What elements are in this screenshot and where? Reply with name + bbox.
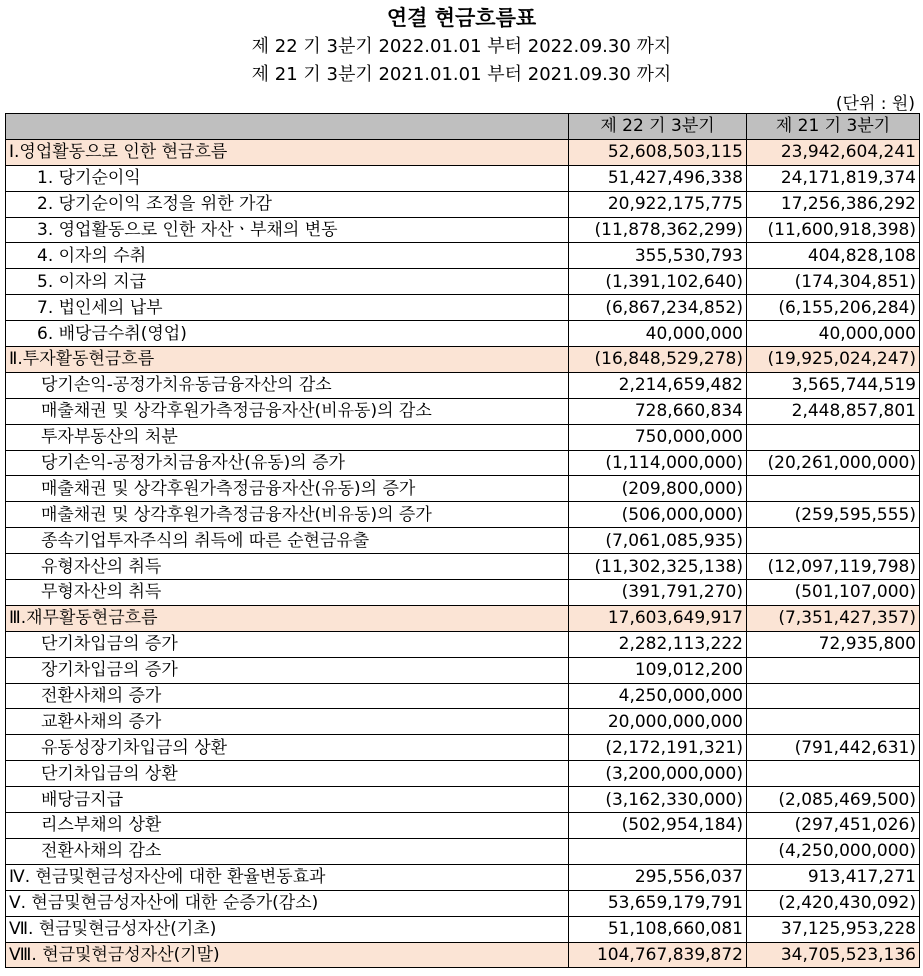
page-title: 연결 현금흐름표 (386, 6, 537, 30)
table-row (6, 580, 920, 606)
current-period-value: (11,302,325,138) (569, 554, 747, 580)
row-label: 장기차입금의 증가 (6, 657, 569, 683)
prior-period-value: (4,250,000,000) (747, 838, 920, 864)
table-row (6, 761, 920, 787)
current-period-value: 295,556,037 (569, 864, 747, 890)
table-row (6, 269, 920, 295)
row-label: Ⅶ. 현금및현금성자산(기초) (6, 916, 569, 942)
row-label: 투자부동산의 처분 (6, 424, 569, 450)
table-row (6, 424, 920, 450)
current-period-value: 53,659,179,791 (569, 890, 747, 916)
current-period-value: (506,000,000) (569, 502, 747, 528)
prior-period-value (747, 657, 920, 683)
table-row (6, 139, 920, 165)
unit-label: (단위 : 원) (835, 94, 915, 114)
current-period-value: (6,867,234,852) (569, 295, 747, 321)
current-period-value (569, 838, 747, 864)
table-row (6, 398, 920, 424)
current-period-value: 2,282,113,222 (569, 631, 747, 657)
prior-period-value: 23,942,604,241 (747, 139, 920, 165)
row-label: 리스부채의 상환 (6, 813, 569, 839)
prior-period-value: (7,351,427,357) (747, 605, 920, 631)
row-label: 6. 배당금수취(영업) (6, 321, 569, 347)
table-row (6, 890, 920, 916)
prior-period: 제 21 기 3분기 2021.01.01 부터 2021.09.30 까지 (251, 64, 672, 85)
row-label: 5. 이자의 지급 (6, 269, 569, 295)
row-label: 전환사채의 감소 (6, 838, 569, 864)
current-period-value: (502,954,184) (569, 813, 747, 839)
current-period-value: 51,108,660,081 (569, 916, 747, 942)
row-label: 종속기업투자주식의 취득에 따른 순현금유출 (6, 528, 569, 554)
row-label: 매출채권 및 상각후원가측정금융자산(비유동)의 증가 (6, 502, 569, 528)
current-period-value: 355,530,793 (569, 243, 747, 269)
current-period-value: 4,250,000,000 (569, 683, 747, 709)
prior-period-value: 37,125,953,228 (747, 916, 920, 942)
current-period-value: (391,791,270) (569, 580, 747, 606)
table-header-row (6, 114, 920, 140)
table-row (6, 657, 920, 683)
table-row (6, 165, 920, 191)
prior-period-value (747, 709, 920, 735)
prior-period-value: (259,595,555) (747, 502, 920, 528)
prior-period-value: (11,600,918,398) (747, 217, 920, 243)
table-row (6, 321, 920, 347)
prior-period-value: (2,085,469,500) (747, 787, 920, 813)
prior-period-value: (501,107,000) (747, 580, 920, 606)
prior-period-value (747, 424, 920, 450)
table-row (6, 916, 920, 942)
table-row (6, 450, 920, 476)
row-label: 배당금지급 (6, 787, 569, 813)
prior-period-value: 913,417,271 (747, 864, 920, 890)
table-row (6, 813, 920, 839)
row-label: Ⅰ.영업활동으로 인한 현금흐름 (6, 139, 569, 165)
row-label: 2. 당기순이익 조정을 위한 가감 (6, 191, 569, 217)
column-header-prior: 제 21 기 3분기 (747, 114, 920, 140)
current-period: 제 22 기 3분기 2022.01.01 부터 2022.09.30 까지 (251, 36, 672, 57)
prior-period-value: (174,304,851) (747, 269, 920, 295)
table-row (6, 942, 920, 968)
prior-period-value (747, 476, 920, 502)
table-row (6, 217, 920, 243)
table-row (6, 502, 920, 528)
row-label: 단기차입금의 상환 (6, 761, 569, 787)
table-row (6, 191, 920, 217)
table-row (6, 683, 920, 709)
row-label: 7. 법인세의 납부 (6, 295, 569, 321)
current-period-value: (3,200,000,000) (569, 761, 747, 787)
prior-period-value: 404,828,108 (747, 243, 920, 269)
current-period-value: 52,608,503,115 (569, 139, 747, 165)
table-row (6, 787, 920, 813)
row-label: 1. 당기순이익 (6, 165, 569, 191)
prior-period-value: (297,451,026) (747, 813, 920, 839)
row-label: Ⅴ. 현금및현금성자산에 대한 순증가(감소) (6, 890, 569, 916)
prior-period-value: (12,097,119,798) (747, 554, 920, 580)
row-label: 유형자산의 취득 (6, 554, 569, 580)
prior-period-value: 40,000,000 (747, 321, 920, 347)
table-row (6, 554, 920, 580)
table-row (6, 243, 920, 269)
prior-period-value: 17,256,386,292 (747, 191, 920, 217)
current-period-value: 104,767,839,872 (569, 942, 747, 968)
row-label: 매출채권 및 상각후원가측정금융자산(비유동)의 감소 (6, 398, 569, 424)
prior-period-value: (791,442,631) (747, 735, 920, 761)
column-header-current: 제 22 기 3분기 (569, 114, 747, 140)
prior-period-value (747, 683, 920, 709)
current-period-value: (3,162,330,000) (569, 787, 747, 813)
current-period-value: 2,214,659,482 (569, 372, 747, 398)
current-period-value: 51,427,496,338 (569, 165, 747, 191)
current-period-value: 20,000,000,000 (569, 709, 747, 735)
prior-period-value: (19,925,024,247) (747, 347, 920, 373)
table-row (6, 528, 920, 554)
table-row (6, 864, 920, 890)
prior-period-value: 2,448,857,801 (747, 398, 920, 424)
row-label: Ⅳ. 현금및현금성자산에 대한 환율변동효과 (6, 864, 569, 890)
current-period-value: (16,848,529,278) (569, 347, 747, 373)
current-period-value: (11,878,362,299) (569, 217, 747, 243)
row-label: 4. 이자의 수취 (6, 243, 569, 269)
column-header-account (6, 114, 569, 140)
current-period-value: 109,012,200 (569, 657, 747, 683)
table-row (6, 838, 920, 864)
current-period-value: (1,114,000,000) (569, 450, 747, 476)
row-label: Ⅲ.재무활동현금흐름 (6, 605, 569, 631)
current-period-value: 20,922,175,775 (569, 191, 747, 217)
table-row (6, 735, 920, 761)
row-label: 전환사채의 증가 (6, 683, 569, 709)
current-period-value: (209,800,000) (569, 476, 747, 502)
row-label: 매출채권 및 상각후원가측정금융자산(유동)의 증가 (6, 476, 569, 502)
current-period-value: (7,061,085,935) (569, 528, 747, 554)
cash-flow-table (5, 113, 920, 968)
prior-period-value: (2,420,430,092) (747, 890, 920, 916)
prior-period-value: (6,155,206,284) (747, 295, 920, 321)
current-period-value: 17,603,649,917 (569, 605, 747, 631)
row-label: Ⅷ. 현금및현금성자산(기말) (6, 942, 569, 968)
prior-period-value: 72,935,800 (747, 631, 920, 657)
row-label: 단기차입금의 증가 (6, 631, 569, 657)
table-row (6, 347, 920, 373)
current-period-value: 728,660,834 (569, 398, 747, 424)
row-label: 당기손익-공정가치금융자산(유동)의 증가 (6, 450, 569, 476)
row-label: Ⅱ.투자활동현금흐름 (6, 347, 569, 373)
prior-period-value (747, 761, 920, 787)
prior-period-value (747, 528, 920, 554)
prior-period-value: (20,261,000,000) (747, 450, 920, 476)
table-row (6, 372, 920, 398)
prior-period-value: 34,705,523,136 (747, 942, 920, 968)
table-row (6, 476, 920, 502)
row-label: 교환사채의 증가 (6, 709, 569, 735)
row-label: 유동성장기차입금의 상환 (6, 735, 569, 761)
prior-period-value: 3,565,744,519 (747, 372, 920, 398)
current-period-value: 750,000,000 (569, 424, 747, 450)
table-row (6, 295, 920, 321)
table-row (6, 605, 920, 631)
current-period-value: (2,172,191,321) (569, 735, 747, 761)
current-period-value: (1,391,102,640) (569, 269, 747, 295)
prior-period-value: 24,171,819,374 (747, 165, 920, 191)
row-label: 3. 영업활동으로 인한 자산ㆍ부채의 변동 (6, 217, 569, 243)
row-label: 당기손익-공정가치유동금융자산의 감소 (6, 372, 569, 398)
table-row (6, 709, 920, 735)
row-label: 무형자산의 취득 (6, 580, 569, 606)
table-row (6, 631, 920, 657)
current-period-value: 40,000,000 (569, 321, 747, 347)
